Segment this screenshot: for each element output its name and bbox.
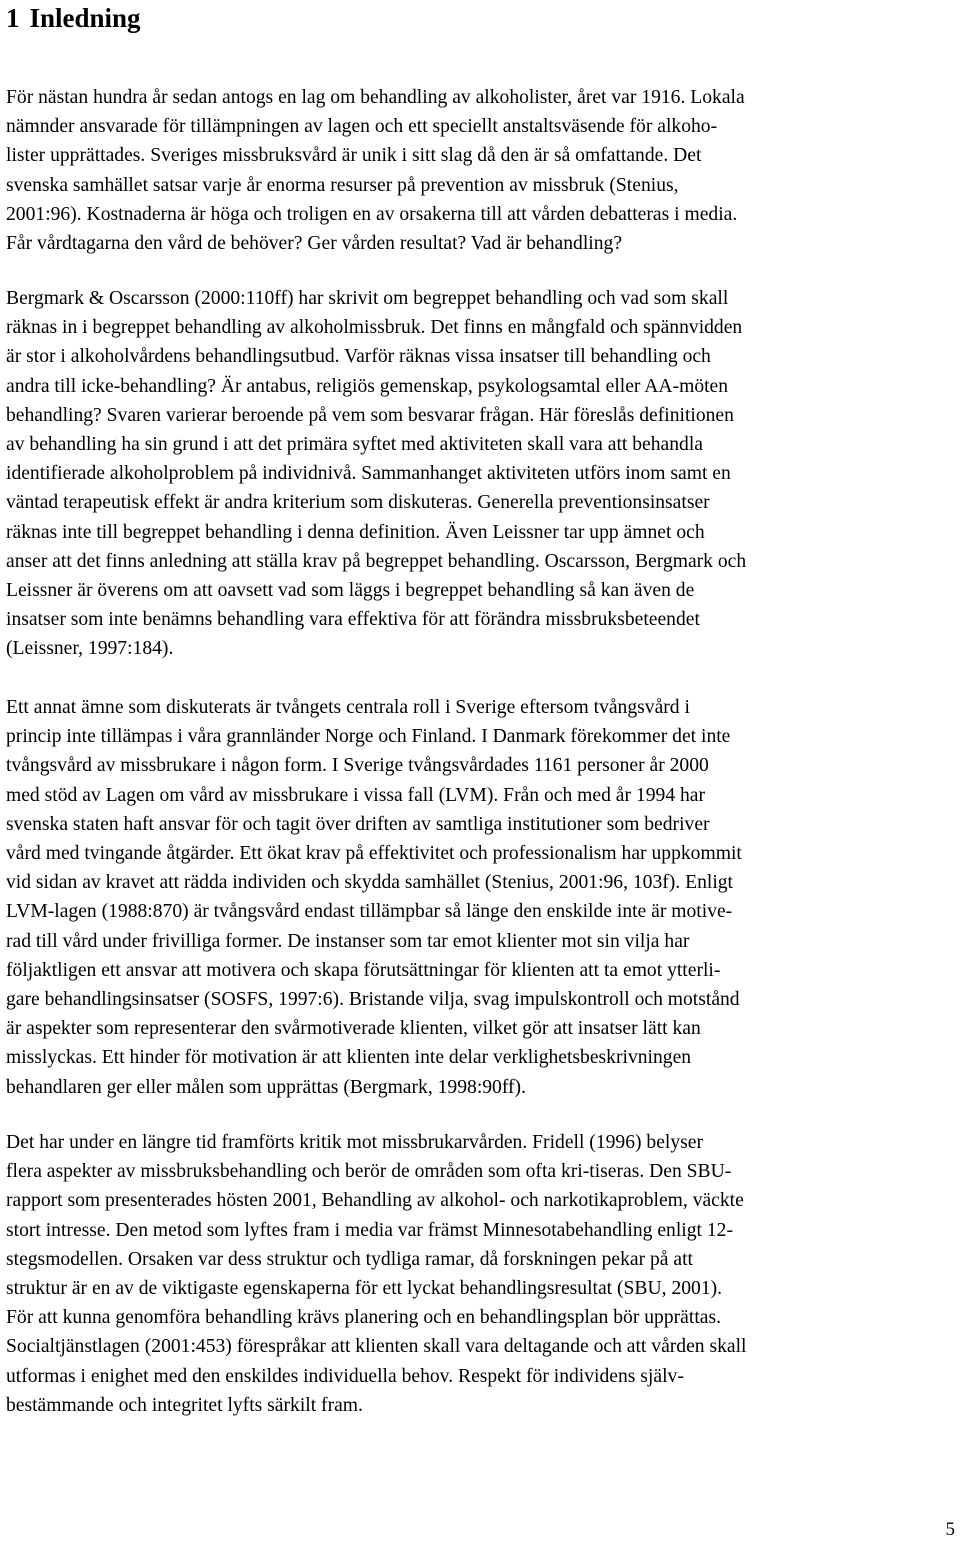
text-line: andra till icke-behandling? Är antabus, religiös gemenskap, psykologsamtal eller AA-möten bbox=[6, 375, 729, 397]
text-line: rad till vård under frivilliga former. De instanser som tar emot klienter mot sin vilja har bbox=[6, 930, 690, 952]
text-line: räknas inte till begreppet behandling i denna definition. Även Leissner tar upp ämnet och bbox=[6, 521, 705, 543]
text-line: LVM-lagen (1988:870) är tvångsvård endast tillämpbar så länge den enskilde inte är motive- bbox=[6, 901, 733, 923]
text-line: Det har under en längre tid framförts kritik mot missbrukarvården. Fridell (1996) belyser bbox=[6, 1132, 704, 1153]
text-line: identifierade alkoholproblem på individnivå. Sammanhanget aktiviteten utförs inom samt en bbox=[6, 463, 731, 485]
paragraph-definition bbox=[6, 284, 956, 664]
text-line: vid sidan av kravet att rädda individen och skydda samhället (Stenius, 2001:96, 103f). Enligt bbox=[6, 872, 733, 894]
text-line: flera aspekter av missbruksbehandling och berör de områden som ofta kri-tiseras. Den SBU- bbox=[6, 1161, 732, 1183]
text-line: anser att det finns anledning att ställa krav på begreppet behandling. Oscarsson, Bergmark och bbox=[6, 550, 747, 572]
text-line: (Leissner, 1997:184). bbox=[6, 638, 174, 660]
text-line: lister upprättades. Sveriges missbruksvård är unik i sitt slag då den är så omfattande. Det bbox=[6, 145, 702, 167]
text-line: För att kunna genomföra behandling krävs planering och en behandlingsplan bör upprättas. bbox=[6, 1307, 721, 1329]
text-line: Ett annat ämne som diskuterats är tvångets centrala roll i Sverige eftersom tvångsvård i bbox=[6, 697, 690, 718]
text-line: Får vårdtagarna den vård de behöver? Ger vården resultat? Vad är behandling? bbox=[6, 233, 623, 255]
section-heading bbox=[6, 0, 956, 34]
text-line: stort intresse. Den metod som lyftes fram i media var främst Minnesotabehandling enligt 12- bbox=[6, 1219, 733, 1241]
text-line: För nästan hundra år sedan antogs en lag om behandling av alkoholister, året var 1916. Lokala bbox=[6, 87, 745, 108]
section-title: Inledning bbox=[29, 3, 141, 33]
text-line: utformas i enighet med den enskildes individuella behov. Respekt för individens själv- bbox=[6, 1365, 684, 1387]
paragraph-critique bbox=[6, 1128, 956, 1420]
section-number: 1 bbox=[6, 3, 20, 33]
text-line: tvångsvård av missbrukare i någon form. I Sverige tvångsvårdades 1161 personer år 2000 bbox=[6, 755, 709, 777]
text-line: är aspekter som representerar den svårmotiverade klienten, vilket gör att insatser lätt kan bbox=[6, 1018, 701, 1040]
paragraph-coercion bbox=[6, 693, 956, 1102]
text-line: Leissner är överens om att oavsett vad som läggs i begreppet behandling så kan även de bbox=[6, 580, 695, 602]
text-line: stegsmodellen. Orsaken var dess struktur och tydliga ramar, då forskningen pekar på att bbox=[6, 1248, 693, 1270]
text-line: är stor i alkoholvårdens behandlingsutbud. Varför räknas vissa insatser till behandling och bbox=[6, 346, 711, 368]
text-line: Bergmark & Oscarsson (2000:110ff) har skrivit om begreppet behandling och vad som skall bbox=[6, 288, 729, 309]
text-line: insatser som inte benämns behandling vara effektiva för att förändra missbruksbeteendet bbox=[6, 609, 700, 631]
text-line: Socialtjänstlagen (2001:453) förespråkar att klienten skall vara deltagande och att vården skall bbox=[6, 1336, 747, 1358]
text-line: nämnder ansvarade för tillämpningen av lagen och ett speciellt anstaltsväsende för alkoho- bbox=[6, 116, 718, 138]
text-line: rapport som presenterades hösten 2001, Behandling av alkohol- och narkotikaproblem, väckte bbox=[6, 1190, 744, 1212]
text-line: behandlaren ger eller målen som upprättas (Bergmark, 1998:90ff). bbox=[6, 1076, 526, 1098]
text-line: följaktligen ett ansvar att motivera och skapa förutsättningar för klienten att ta emot ytterli- bbox=[6, 959, 721, 981]
document-page bbox=[6, 0, 956, 1416]
text-line: gare behandlingsinsatser (SOSFS, 1997:6). Bristande vilja, svag impulskontroll och motstånd bbox=[6, 989, 740, 1011]
text-line: svenska samhället satsar varje år enorma resurser på prevention av missbruk (Stenius, bbox=[6, 174, 679, 196]
page-number: 5 bbox=[945, 1519, 955, 1540]
text-line: princip inte tillämpas i våra grannländer Norge och Finland. I Danmark förekommer det inte bbox=[6, 726, 731, 748]
text-line: struktur är en av de viktigaste egenskaperna för ett lyckat behandlingsresultat (SBU, 2001). bbox=[6, 1278, 723, 1300]
paragraph-intro bbox=[6, 83, 956, 258]
text-line: bestämmande och integritet lyfts särkilt fram. bbox=[6, 1394, 363, 1416]
text-line: vård med tvingande åtgärder. Ett ökat krav på effektivitet och professionalism har uppkommit bbox=[6, 843, 742, 865]
text-line: svenska staten haft ansvar för och tagit över driften av samtliga institutioner som bedriver bbox=[6, 813, 710, 835]
text-line: räknas in i begreppet behandling av alkoholmissbruk. Det finns en mångfald och spännvidden bbox=[6, 317, 743, 339]
text-line: väntad terapeutisk effekt är andra kriterium som diskuteras. Generella preventionsinsatser bbox=[6, 492, 710, 514]
text-line: av behandling ha sin grund i att det primära syftet med aktiviteten skall vara att behandla bbox=[6, 434, 703, 456]
text-line: med stöd av Lagen om vård av missbrukare i vissa fall (LVM). Från och med år 1994 har bbox=[6, 784, 706, 806]
text-line: 2001:96). Kostnaderna är höga och troligen en av orsakerna till att vården debatteras i media. bbox=[6, 203, 738, 225]
text-line: misslyckas. Ett hinder för motivation är att klienten inte delar verklighetsbeskrivningen bbox=[6, 1047, 692, 1069]
text-line: behandling? Svaren varierar beroende på vem som besvarar frågan. Här föreslås definitionen bbox=[6, 404, 734, 426]
